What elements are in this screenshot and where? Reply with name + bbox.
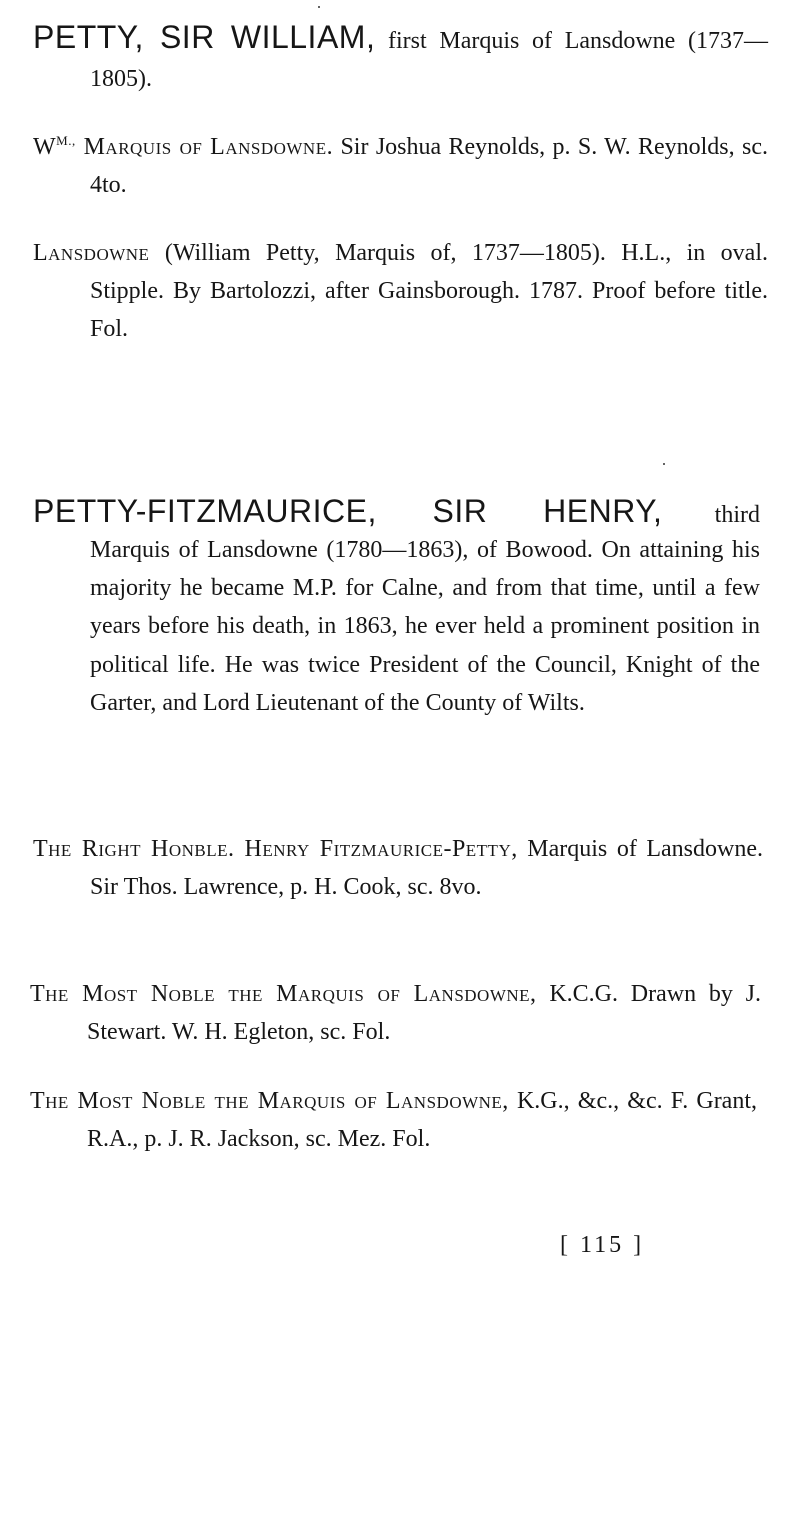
speck-mark xyxy=(318,6,320,8)
page-number: [ 115 ] xyxy=(560,1232,645,1258)
entry-title-superscript: M., xyxy=(56,133,76,148)
entry-title: The Right Honble. Henry Fitzmaurice-Petty, xyxy=(33,836,518,862)
portrait-entry xyxy=(33,234,768,348)
entry-text: Marquis of Lansdowne. Sir Thos. Lawrence, p. H. Cook, sc. 8vo. xyxy=(90,836,763,900)
entry-title: Lansdowne xyxy=(33,240,150,266)
entry-heading-petty xyxy=(33,18,768,98)
portrait-entry xyxy=(30,975,761,1051)
entry-text: K.C.G. Drawn by J. Stewart. W. H. Egleton, sc. Fol. xyxy=(87,981,761,1045)
entry-title: The Most Noble the Marquis of Lansdowne, xyxy=(30,1088,509,1114)
heading-name: PETTY, SIR WILLIAM, xyxy=(33,19,376,55)
speck-mark xyxy=(663,463,665,465)
heading-description: first Marquis of Lansdowne (1737—1805). xyxy=(90,28,768,92)
portrait-entry xyxy=(30,1082,757,1158)
entry-title-initial: W xyxy=(33,134,57,160)
entry-title-rest: Marquis of Lansdowne. xyxy=(75,134,334,160)
portrait-entry xyxy=(33,830,763,906)
heading-name: PETTY-FITZMAURICE, SIR HENRY, xyxy=(33,493,663,529)
entry-text: K.G., &c., &c. F. Grant, R.A., p. J. R. Jackson, sc. Mez. Fol. xyxy=(87,1088,758,1152)
heading-description-inline: third xyxy=(662,502,761,528)
entry-text: Sir Joshua Reynolds, p. S. W. Reynolds, sc. 4to. xyxy=(90,134,768,198)
entry-title xyxy=(33,134,333,160)
portrait-entry xyxy=(33,128,768,204)
entry-title: The Most Noble the Marquis of Lansdowne, xyxy=(30,981,537,1007)
biography-text: Marquis of Lansdowne (1780—1863), of Bowood. On attaining his majority he became M.P. for Calne, and from that time, until a few years before his death, in 1863, he ever held a prominent position in political life. He was twice President of the Council, Knight of the Garter, and Lord Lieutenant of the County of Wilts. xyxy=(90,537,760,716)
entry-text: (William Petty, Marquis of, 1737—1805). H.L., in oval. Stipple. By Bartolozzi, after Gainsborough. 1787. Proof before title. Fol. xyxy=(90,240,768,342)
